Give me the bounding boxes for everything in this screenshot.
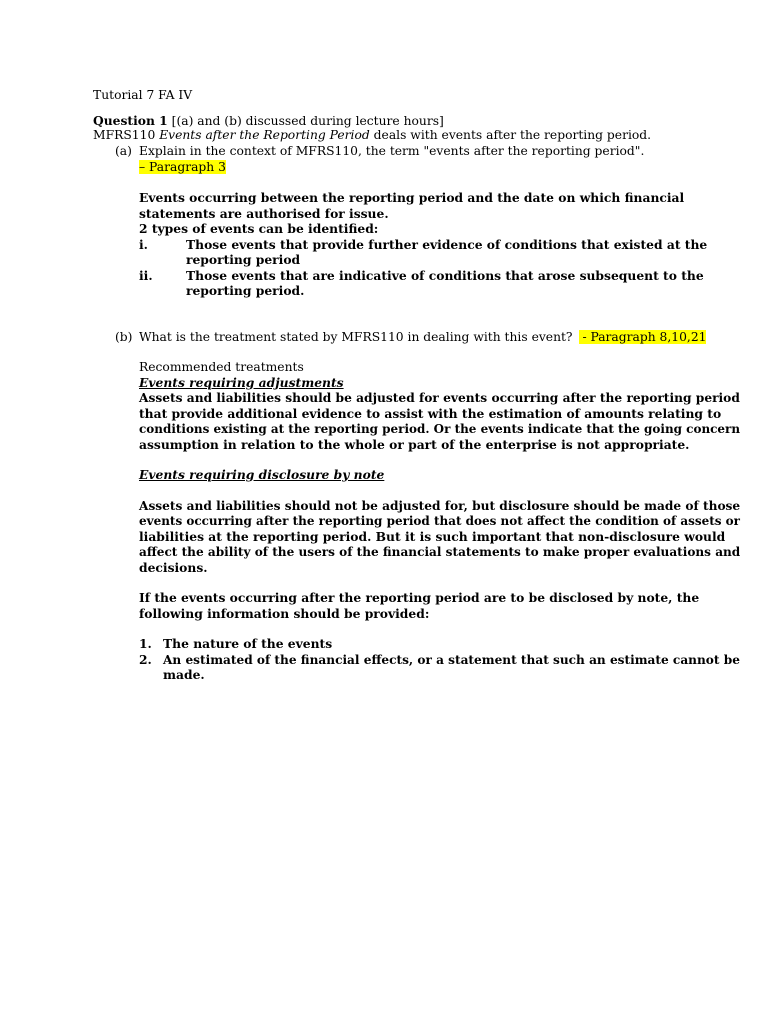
part-a-marker: (a) xyxy=(115,144,132,158)
disclosure-line-3: liabilities at the reporting period. But it is such important that non-disclosure would xyxy=(139,529,726,544)
numbered-marker-1: 1. xyxy=(139,636,152,651)
part-a-ref-highlight: – Paragraph 3 xyxy=(139,160,226,174)
part-b-question-line xyxy=(139,330,706,345)
question-1-label: Question 1 xyxy=(93,113,168,128)
intro-prefix: MFRS110 xyxy=(93,128,160,142)
question-1-header xyxy=(93,113,444,129)
adjustments-line-3: conditions existing at the reporting period. Or the events indicate that the going concern xyxy=(139,421,741,436)
roman-item-i-line-1: Those events that provide further evidence of conditions that existed at the xyxy=(186,237,708,252)
roman-marker-ii: ii. xyxy=(139,268,153,283)
adjustments-line-4: assumption in relation to the whole or part of the enterprise is not appropriate. xyxy=(139,437,690,452)
intro-suffix: deals with events after the reporting period. xyxy=(369,128,652,142)
numbered-item-2-line-1: An estimated of the financial effects, or a statement that such an estimate cannot be xyxy=(163,652,740,667)
roman-item-ii-line-2: reporting period. xyxy=(186,283,305,298)
part-b-ref-highlight: - Paragraph 8,10,21 xyxy=(578,330,707,344)
question-1-note: [(a) and (b) discussed during lecture hours] xyxy=(167,114,444,128)
part-a-question: Explain in the context of MFRS110, the term "events after the reporting period". xyxy=(139,144,645,158)
part-a-answer-line-1: Events occurring between the reporting period and the date on which financial xyxy=(139,190,685,205)
recommended-treatments-heading: Recommended treatments xyxy=(139,360,304,374)
disclosure-line-4: affect the ability of the users of the financial statements to make proper evaluations and xyxy=(139,544,741,559)
disclosure-heading: Events requiring disclosure by note xyxy=(139,467,385,482)
part-b-question: What is the treatment stated by MFRS110 in dealing with this event? xyxy=(139,330,573,344)
part-b-marker: (b) xyxy=(115,330,133,344)
roman-item-i-line-2: reporting period xyxy=(186,252,301,267)
disclosure-line-2: events occurring after the reporting period that does not affect the condition of assets or xyxy=(139,513,740,528)
doc-title: Tutorial 7 FA IV xyxy=(93,88,193,102)
disclosure-line-5: decisions. xyxy=(139,560,208,575)
adjustments-heading: Events requiring adjustments xyxy=(139,375,344,390)
part-a-types-heading: 2 types of events can be identified: xyxy=(139,221,379,236)
roman-item-ii-line-1: Those events that are indicative of conditions that arose subsequent to the xyxy=(186,268,704,283)
info-line-2: following information should be provided: xyxy=(139,606,430,621)
roman-marker-i: i. xyxy=(139,237,148,252)
info-line-1: If the events occurring after the reporting period are to be disclosed by note, the xyxy=(139,590,700,605)
question-1-intro xyxy=(93,128,651,143)
part-a-answer-line-2: statements are authorised for issue. xyxy=(139,206,389,221)
part-a-reference xyxy=(139,160,226,175)
numbered-marker-2: 2. xyxy=(139,652,152,667)
adjustments-line-1: Assets and liabilities should be adjusted for events occurring after the reporting period xyxy=(139,390,740,405)
numbered-item-1: The nature of the events xyxy=(163,636,333,651)
numbered-item-2-line-2: made. xyxy=(163,667,205,682)
intro-standard-name: Events after the Reporting Period xyxy=(159,128,370,142)
adjustments-line-2: that provide additional evidence to assist with the estimation of amounts relating to xyxy=(139,406,722,421)
disclosure-line-1: Assets and liabilities should not be adjusted for, but disclosure should be made of those xyxy=(139,498,741,513)
